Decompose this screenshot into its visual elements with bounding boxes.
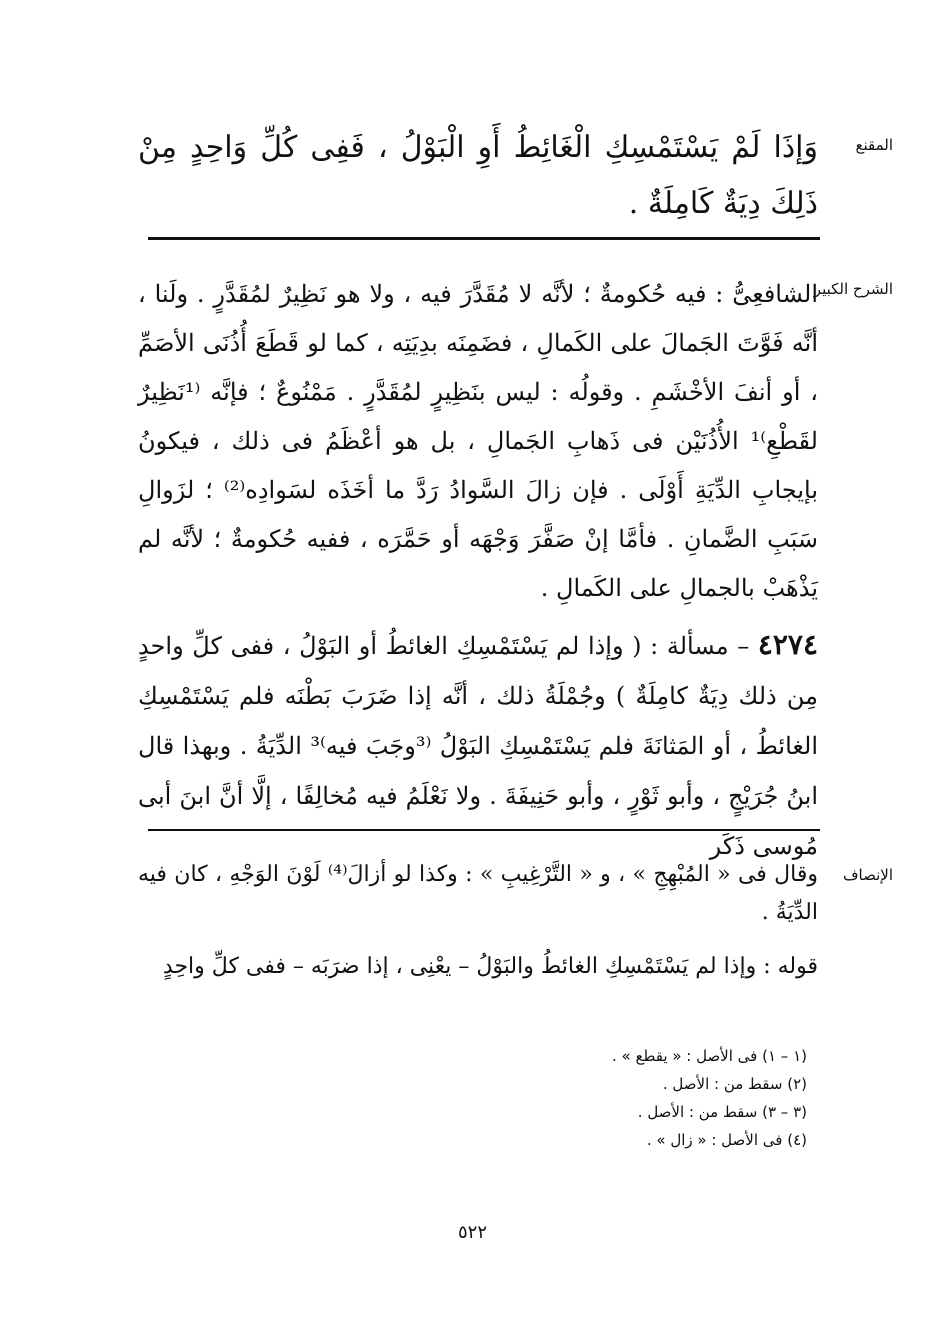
sharh-text: الشافعِىُّ : فيه حُكومةٌ ؛ لأنَّه لا مُقَدَّرَ فيه ، ولا هو نَظِيرٌ لمُقَدَّرٍ . ولَنا ، أنَّه فَوَّتَ الجَمالَ على الكَمالِ ، فضَمِنَه بدِيَتِه ، كما لو قَطَعَ أُذُنَى الأصَمِّ ، أو أنفَ الأخْشَمِ . وقولُه : ليس بنَظِيرٍ لمُقَدَّرٍ . مَمْنُوعٌ ؛ فإنَّه ⁽¹نَظِيرٌ لقَطْعِ⁾¹ الأُذُنَيْن فى ذَهابِ الجَمالِ ، بل هو أعْظَمُ فى ذلك ، فيكونُ بإيجابِ الدِّيَةِ أَوْلَى . فإن زالَ السَّوادُ رَدَّ ما أخَذَه لسَوادِه⁽²⁾ ؛ لزَوالِ سَبَبِ الضَّمانِ . فأمَّا إنْ صَفَّرَ وَجْهَه أو حَمَّرَه ، ففيه حُكومةٌ ؛ لأنَّه لم يَذْهَبْ بالجمالِ على الكَمالِ . bbox=[138, 280, 819, 602]
footnote: (١ – ١) فى الأصل : « يقطع » . bbox=[612, 1047, 807, 1065]
footnote: (٣ – ٣) سقط من : الأصل . bbox=[637, 1103, 807, 1121]
section-divider bbox=[148, 829, 820, 831]
masala-number: ٤٢٧٤ bbox=[757, 628, 818, 661]
insaf-text-2: قوله : وإذا لم يَسْتَمْسِكِ الغائطُ والبَوْلُ – يعْنِى ، إذا ضرَبَه – ففى كلِّ واحِدٍ bbox=[162, 954, 818, 979]
sharh-label: الشرح الكبير bbox=[813, 280, 893, 298]
masala-paragraph bbox=[138, 620, 818, 871]
footnote: (٤) فى الأصل : « زال » . bbox=[646, 1131, 807, 1149]
section-divider bbox=[148, 237, 820, 240]
footnote: (٢) سقط من : الأصل . bbox=[662, 1075, 807, 1093]
insaf-text: وقال فى « المُبْهِجِ » ، و « التَّرْغِيبِ » : وكذا لو أزالَ⁽⁴⁾ لَوْنَ الوَجْهِ ، كان فيه الدِّيَةُ . bbox=[138, 862, 818, 925]
insaf-label: الإنصاف bbox=[842, 866, 893, 884]
page-number: ٥٢٢ bbox=[457, 1222, 487, 1243]
footnotes bbox=[407, 1042, 807, 1154]
muqni-text: وَإذَا لَمْ يَسْتَمْسِكِ الْغَائِطُ أَوِ الْبَوْلُ ، فَفِى كُلِّ وَاحِدٍ مِنْ ذَلِكَ دِيَةٌ كَامِلَةٌ . bbox=[138, 130, 818, 221]
masala-text: – مسألة : ( وإذا لم يَسْتَمْسِكِ الغائطُ أو البَوْلُ ، ففى كلِّ واحدٍ مِن ذلك دِيَةٌ كامِلَةٌ ) وجُمْلَةُ ذلك ، أنَّه إذا ضَرَبَ بَطْنَه فلم يَسْتَمْسِكِ الغائطُ ، أو المَثانَةَ فلم يَسْتَمْسِكِ البَوْلُ ⁽³وجَبَ فيه⁾³ الدِّيَةُ . وبهذا قال ابنُ جُرَيْجٍ ، وأبو ثَوْرٍ ، وأبو حَنِيفَةَ . ولا نَعْلَمُ فيه مُخالِفًا ، إلَّا أنَّ ابنَ أبى مُوسى ذَكَر bbox=[138, 632, 819, 860]
muqni-label: المقنع bbox=[855, 136, 893, 154]
